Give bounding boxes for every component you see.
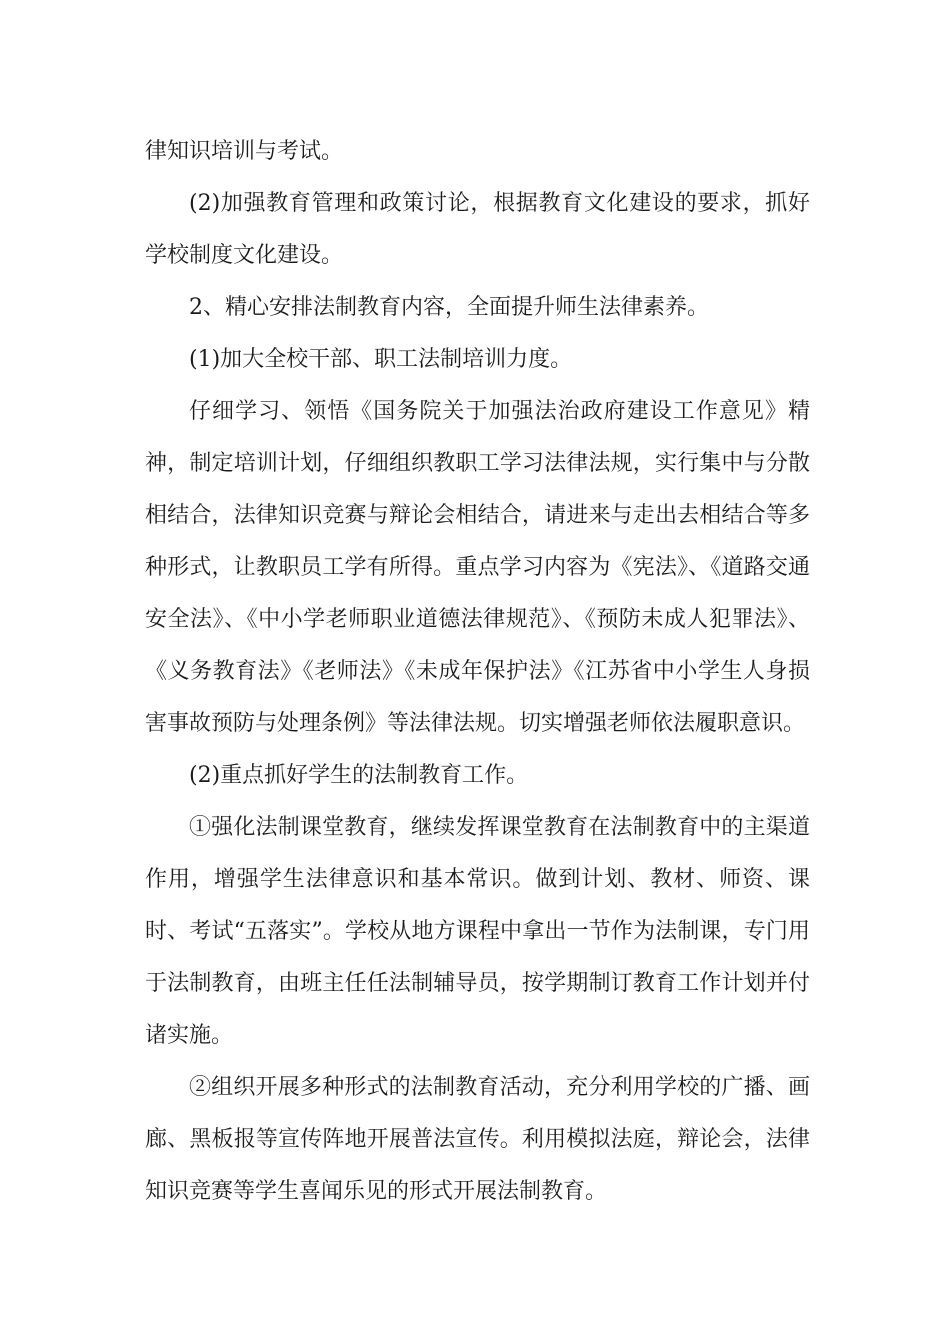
paragraph-continuation: 律知识培训与考试。 <box>145 139 344 164</box>
paragraph-study-laws: 仔细学习、领悟《国务院关于加强法治政府建设工作意见》精神，制定培训计划，仔细组织教职工学习法律法规，实行集中与分散相结合，法律知识竞赛与辩论会相结合，请进来与走出去相结合等多种形式，让教职员工学有所得。重点学习内容为《宪法》、《道路交通安全法》、《中小学老师职业道德法律规范》、《预防未成人犯罪法》、《义务教育法》《老师法》《未成年保护法》《江苏省中小学生人身损害事故预防与处理条例》等法律法规。切实增强老师依法履职意识。 <box>145 399 810 736</box>
body-text <box>145 126 810 1218</box>
paragraph-item-2-student-education: (2)重点抓好学生的法制教育工作。 <box>189 763 529 788</box>
paragraph-section-2-heading: 2、精心安排法制教育内容，全面提升师生法律素养。 <box>189 295 709 320</box>
paragraph-item-1-staff-training: (1)加大全校干部、职工法制培训力度。 <box>189 347 573 372</box>
paragraph-item-2-education-management: (2)加强教育管理和政策讨论，根据教育文化建设的要求，抓好学校制度文化建设。 <box>145 191 810 268</box>
paragraph-classroom-education: ①强化法制课堂教育，继续发挥课堂教育在法制教育中的主渠道作用，增强学生法律意识和基本常识。做到计划、教材、师资、课时、考试“五落实”。学校从地方课程中拿出一节作为法制课，专门用于法制教育，由班主任任法制辅导员，按学期制订教育工作计划并付诸实施。 <box>145 815 810 1048</box>
paragraph-activities: ②组织开展多种形式的法制教育活动，充分利用学校的广播、画廊、黑板报等宣传阵地开展普法宣传。利用模拟法庭，辩论会，法律知识竞赛等学生喜闻乐见的形式开展法制教育。 <box>145 1075 810 1204</box>
